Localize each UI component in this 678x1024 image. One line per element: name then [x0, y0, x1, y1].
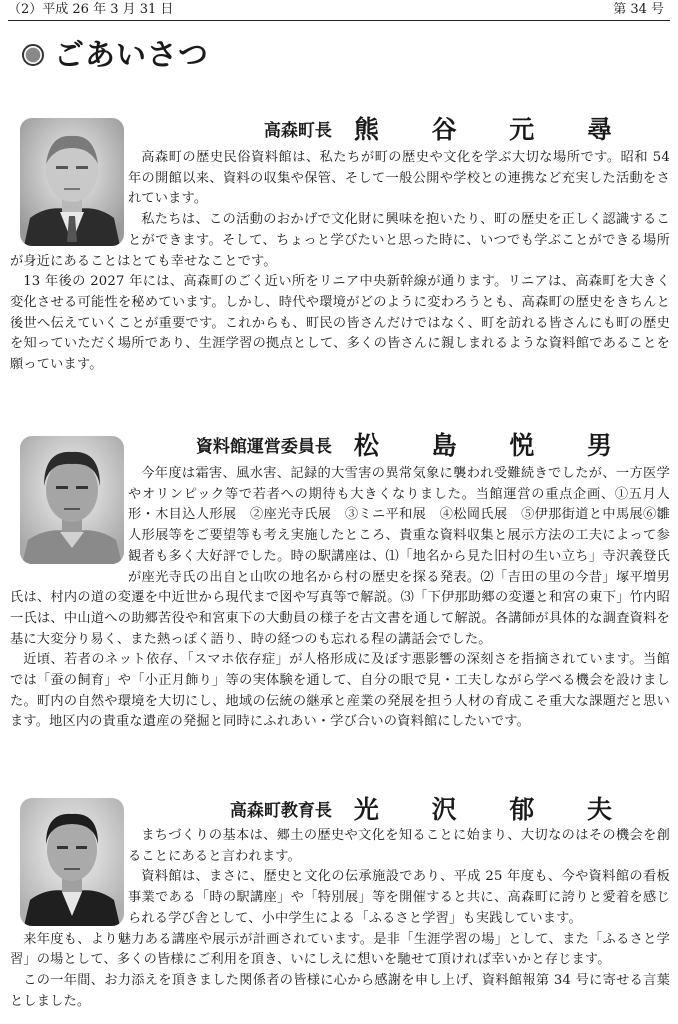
- author-role: 高森町長: [263, 120, 332, 141]
- author-role: 資料館運営委員長: [195, 436, 332, 457]
- paragraph: 13 年後の 2027 年には、高森町のごく近い所をリニア中央新幹線が通ります。リニアは、高森町を大きく変化させる可能性を秘めています。しかし、時代や環境がどのように変わろうとも、高森町の歴史をきちんと後世へ伝えていくことが重要です。これからも、町民の皆さんだけではなく、町を訪れる皆さんにも町の歴史を知っていただく場所であり、生涯学習の拠点として、多くの皆さんに親しまれるような資料館であることを願っています。: [10, 274, 670, 373]
- paragraph: 近頃、若者のネット依存、「スマホ依存症」が人格形成に及ぼす悪影響の深刻さを指摘されています。当館では「蚕の飼育」や「小正月飾り」等の実体験を通して、自分の眼で見・工夫しながら学べる機会を設けました。町内の自然や環境を大切にし、地域の伝統の継承と産業の発展を担う人材の育成こそ重大な課題だと思います。地区内の貴重な遺産の発掘と同時にふれあい・学び合いの資料館にしたいです。: [10, 652, 670, 730]
- byline: [196, 426, 634, 462]
- author-name: 光 沢 郁 夫: [353, 795, 634, 824]
- paragraph: 今年度は霜害、風水害、記録的大雪害の異常気象に襲われ受難続きでしたが、一方医学やオリンピック等で若者への期待も大きくなりました。当館運営の重点企画、①五月人形・木目込人形展 ②座光寺氏展 ③ミニ平和展 ④松岡氏展 ⑤伊那街道と中馬展⑥雛人形展等をご要望等も考え実施したところ、貴重な資料収集と展示方法の工夫によって参観者も多く大好評でした。時の駅講座は、⑴「地名から見た旧村の生い立ち」寺沢義登氏が座光寺氏の出自と山吹の地名から村の歴史を探る発表。⑵「吉田の里の今昔」塚平増男氏は、村内の道の変遷を中近世から現代まで図や写真等で解説。⑶「下伊那助郷の変遷と和宮の東下」竹内昭一氏は、中山道への助郷苦役や和宮東下の大動員の様子を古文書を通して解説。各講師が具体的な調査資料を基に大変分り易く、また熱っぽく語り、時の経つのも忘れる程の講話会でした。: [10, 466, 670, 647]
- paragraph: この一年間、お力添えを頂きました関係者の皆様に心から感謝を申し上げ、資料館報第 34 号に寄せる言葉としました。: [10, 972, 670, 1009]
- author-role: 高森町教育長: [229, 800, 332, 821]
- circle-bullet-icon: [22, 44, 44, 66]
- author-name: 松 島 悦 男: [353, 431, 634, 460]
- issue-date: （2）平成 26 年 3 月 31 日: [8, 2, 174, 17]
- paragraph: まちづくりの基本は、郷土の歴史や文化を知ることに始まり、大切なのはその機会を創ることにあると言われます。: [128, 828, 670, 864]
- byline: [264, 110, 634, 146]
- byline: [230, 790, 634, 826]
- paragraph: 来年度も、より魅力ある講座や展示が計画されています。是非「生涯学習の場」として、また「ふるさと学習」の場として、多くの皆様にご利用を頂き、いにしえに想いを馳せて頂ければ幸いかと存じます。: [10, 931, 670, 968]
- author-name: 熊 谷 元 尋: [353, 115, 634, 144]
- page-header: [8, 0, 670, 21]
- issue-number: 第 34 号: [613, 2, 664, 17]
- paragraph: 私たちは、この活動のおかげで文化財に興味を抱いたり、町の歴史を正しく認識することができます。そして、ちょっと学びたいと思った時に、いつでも学ぶことができる場所が身近にあることはとても幸せなことです。: [10, 212, 670, 269]
- paragraph: 資料館は、まさに、歴史と文化の伝承施設であり、平成 25 年度も、今や資料館の看板事業である「時の駅講座」や「特別展」等を開催すると共に、高森町に誇りと愛着を感じられる学び舎として、小中学生による「ふるさと学習」も実践しています。: [128, 869, 670, 926]
- paragraph: 高森町の歴史民俗資料館は、私たちが町の歴史や文化を学ぶ大切な場所です。昭和 54 年の開館以来、資料の収集や保管、そして一般公開や学校との連携など充実した活動をされています。: [128, 150, 670, 207]
- greeting-body: [10, 464, 670, 733]
- page-title: ごあいさつ: [54, 38, 209, 73]
- greeting-body: [10, 826, 670, 1012]
- greeting-body: [10, 148, 670, 376]
